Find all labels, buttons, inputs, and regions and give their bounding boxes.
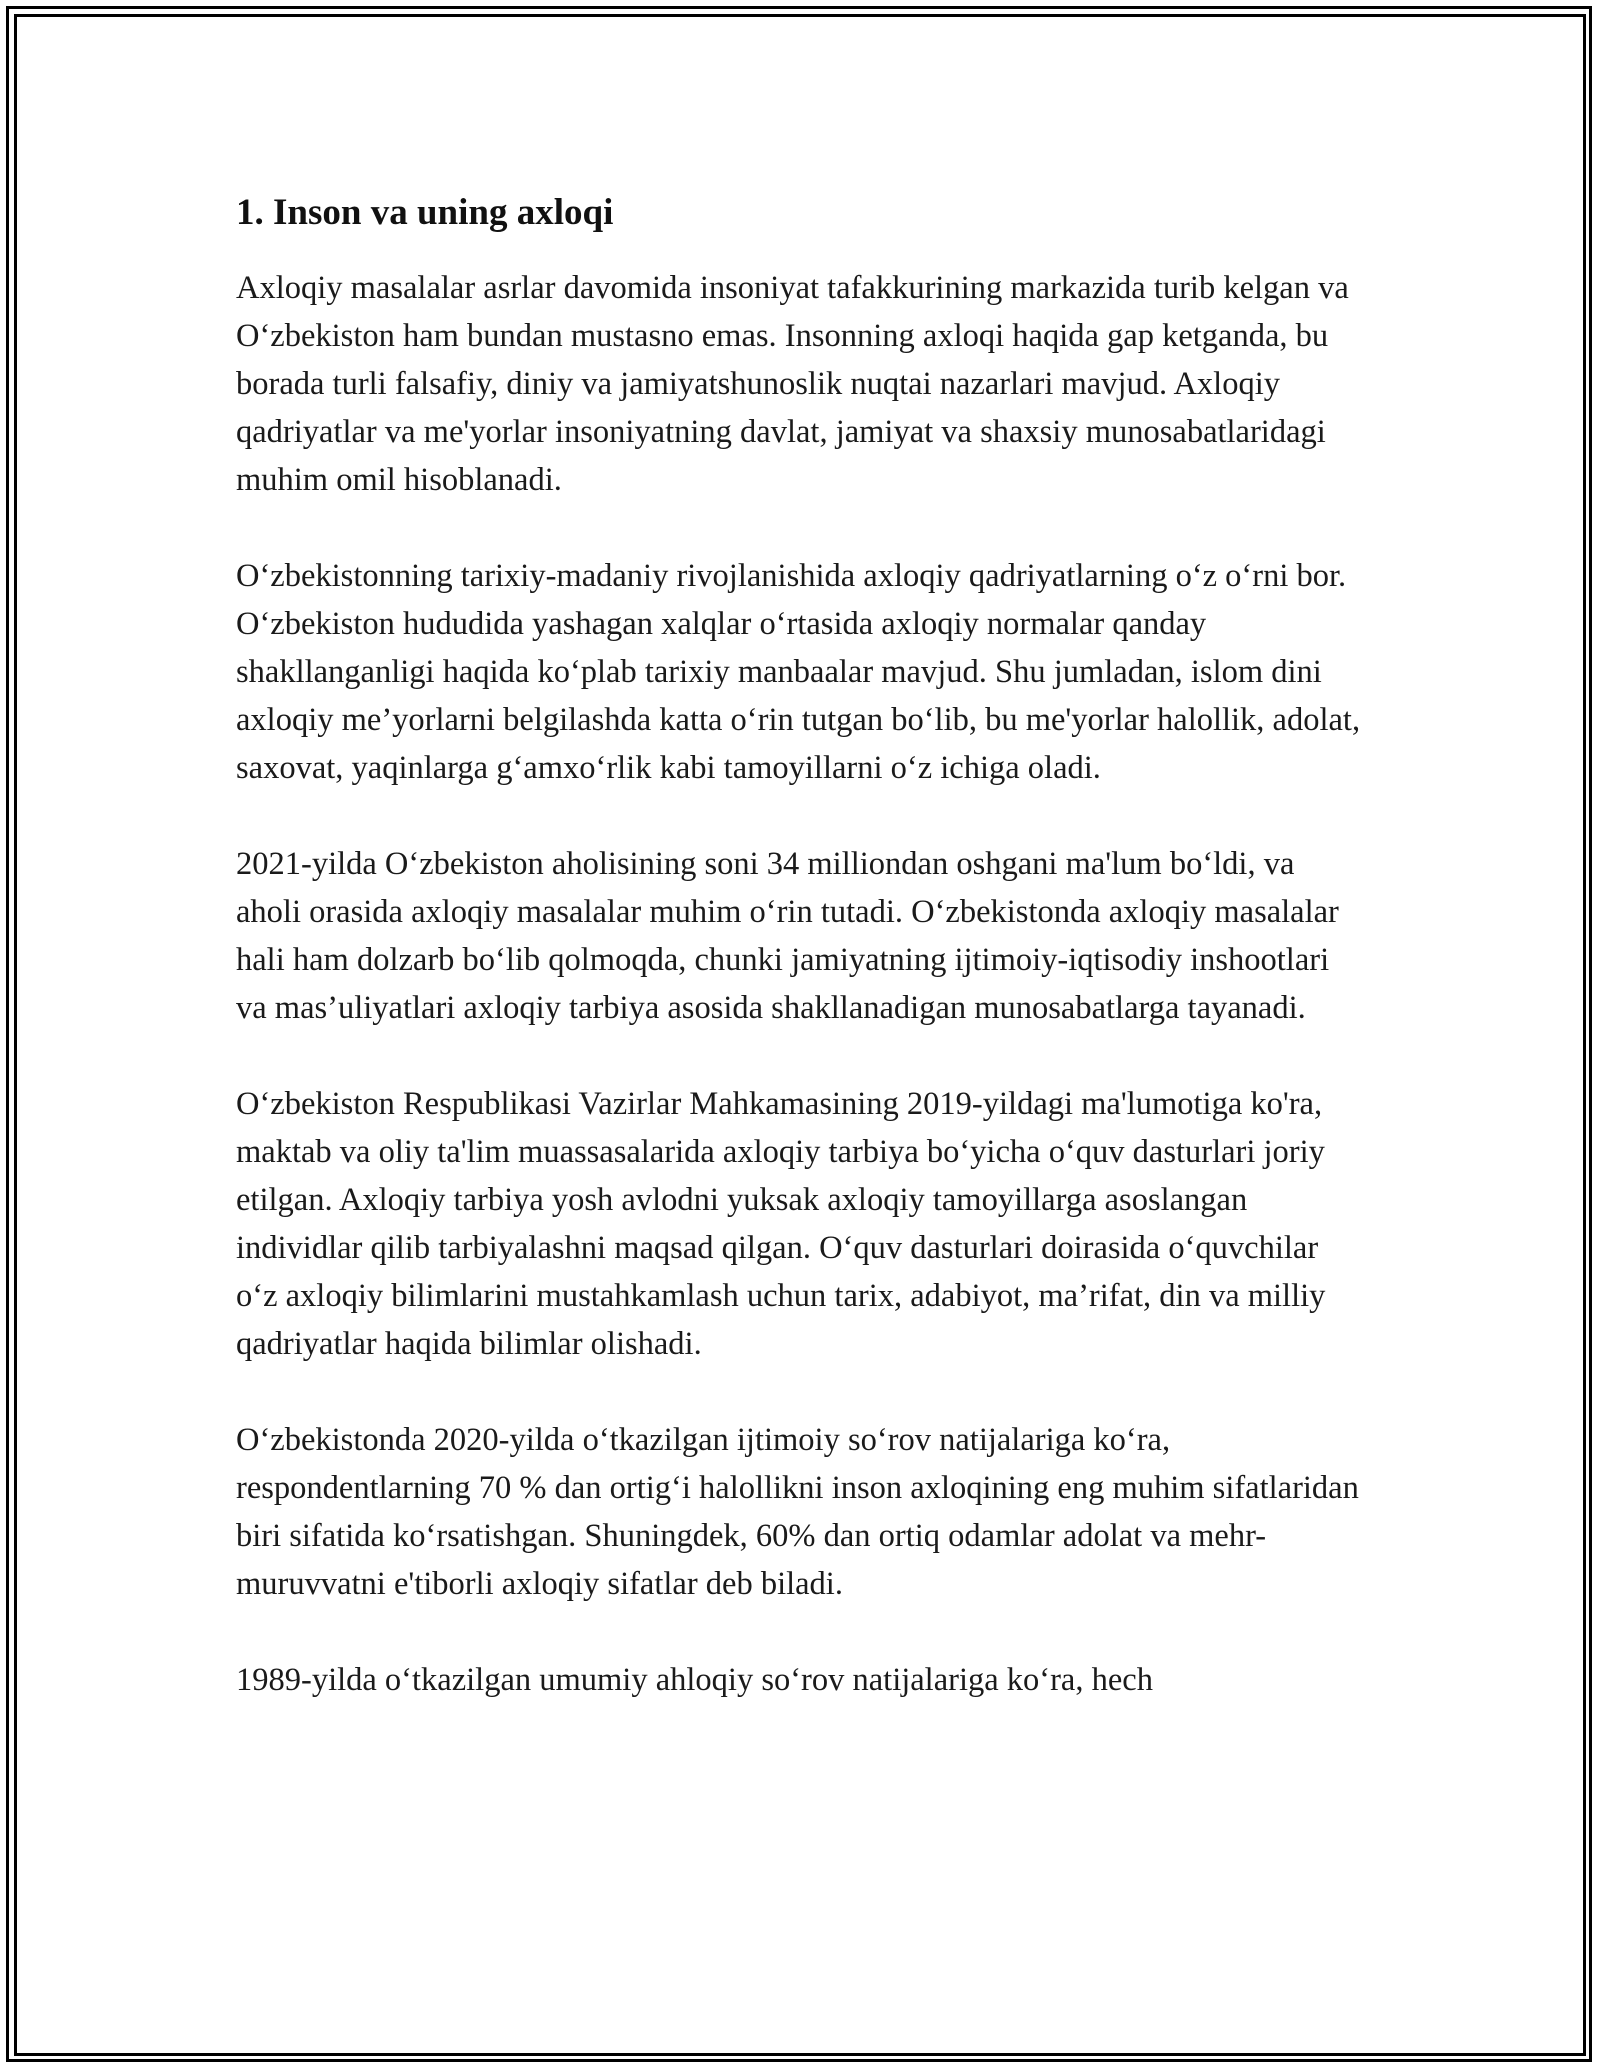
section-heading: 1. Inson va uning axloqi xyxy=(236,192,614,233)
paragraph-population: 2021-yilda O‘zbekiston aholisining soni 34 milliondan oshgani ma'lum bo‘ldi, va aholi orasida axloqiy masalalar muhim o‘rin tutadi. O‘zbekistonda axloqiy masalalar hali ham dolzarb bo‘lib qolmoqda, chunki jamiyatning ijtimoiy-iqtisodiy inshootlari va mas’uliyatlari axloqiy tarbiya asosida shakllanadigan munosabatlarga tayanadi. xyxy=(236,846,1339,1026)
paragraph-survey-2020: O‘zbekistonda 2020-yilda o‘tkazilgan ijtimoiy so‘rov natijalariga ko‘ra, respondentlarning 70 % dan ortig‘i halollikni inson axloqining eng muhim sifatlaridan biri sifatida ko‘rsatishgan. Shuningdek, 60% dan ortiq odamlar adolat va mehr-muruvvatni e'tiborli axloqiy sifatlar deb biladi. xyxy=(236,1422,1359,1602)
paragraph-education: O‘zbekiston Respublikasi Vazirlar Mahkamasining 2019-yildagi ma'lumotiga ko'ra, maktab va oliy ta'lim muassasalarida axloqiy tarbiya bo‘yicha o‘quv dasturlari joriy etilgan. Axloqiy tarbiya yosh avlodni yuksak axloqiy tamoyillarga asoslangan individlar qilib tarbiyalashni maqsad qilgan. O‘quv dasturlari doirasida o‘quvchilar o‘z axloqiy bilimlarini mustahkamlash uchun tarix, adabiyot, ma’rifat, din va milliy qadriyatlar haqida bilimlar olishadi. xyxy=(236,1086,1326,1362)
paragraph-survey-1989: 1989-yilda o‘tkazilgan umumiy ahloqiy so‘rov natijalariga ko‘ra, hech xyxy=(236,1662,1153,1698)
paragraph-history: O‘zbekistonning tarixiy-madaniy rivojlanishida axloqiy qadriyatlarning o‘z o‘rni bor. O‘zbekiston hududida yashagan xalqlar o‘rtasida axloqiy normalar qanday shakllanganligi haqida ko‘plab tarixiy manbaalar mavjud. Shu jumladan, islom dini axloqiy me’yorlarni belgilashda katta o‘rin tutgan bo‘lib, bu me'yorlar halollik, adolat, saxovat, yaqinlarga g‘amxo‘rlik kabi tamoyillarni o‘z ichiga oladi. xyxy=(236,558,1361,786)
document-page xyxy=(236,190,1366,1752)
paragraph-intro: Axloqiy masalalar asrlar davomida insoniyat tafakkurining markazida turib kelgan va O‘zbekiston ham bundan mustasno emas. Insonning axloqi haqida gap ketganda, bu borada turli falsafiy, diniy va jamiyatshunoslik nuqtai nazarlari mavjud. Axloqiy qadriyatlar va me'yorlar insoniyatning davlat, jamiyat va shaxsiy munosabatlaridagi muhim omil hisoblanadi. xyxy=(236,270,1349,498)
